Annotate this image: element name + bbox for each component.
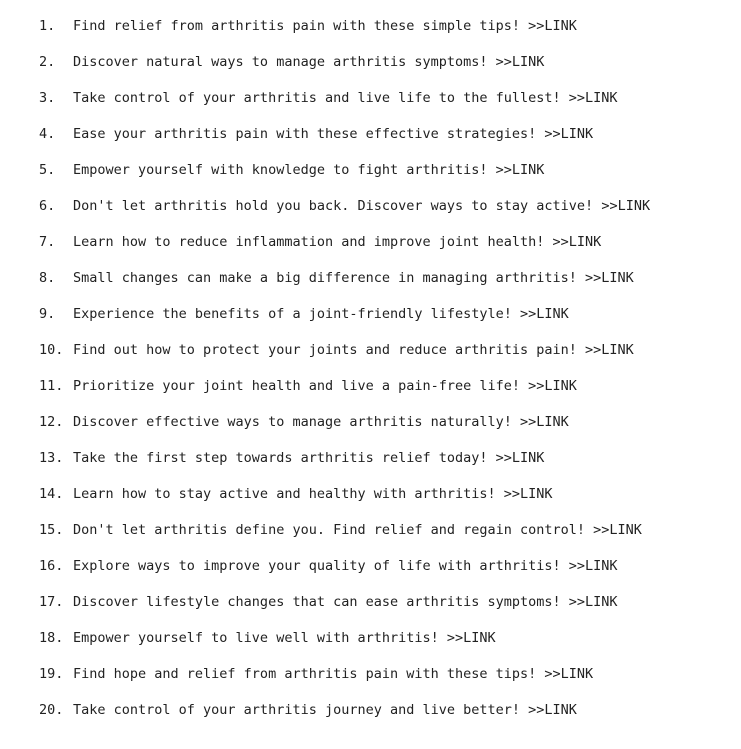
item-number: 11. bbox=[39, 378, 64, 394]
list-item bbox=[0, 701, 650, 737]
item-text: Take control of your arthritis and live life to the fullest! bbox=[73, 90, 569, 106]
list-item bbox=[0, 53, 650, 89]
item-number: 10. bbox=[39, 342, 64, 358]
item-number: 6. bbox=[39, 198, 56, 214]
item-number: 5. bbox=[39, 162, 56, 178]
item-link[interactable]: >>LINK bbox=[585, 270, 634, 286]
item-number: 17. bbox=[39, 594, 64, 610]
item-link[interactable]: >>LINK bbox=[528, 18, 577, 34]
item-link[interactable]: >>LINK bbox=[495, 450, 545, 466]
item-text: Take the first step towards arthritis relief today! bbox=[73, 450, 496, 466]
list-item bbox=[0, 665, 650, 701]
item-text: Empower yourself with knowledge to fight arthritis! bbox=[73, 162, 496, 178]
list-item bbox=[0, 521, 650, 557]
item-text: Discover effective ways to manage arthritis naturally! bbox=[73, 414, 521, 430]
item-number: 7. bbox=[39, 234, 56, 250]
list-item bbox=[0, 197, 650, 233]
list-item bbox=[0, 629, 650, 665]
item-text: Find relief from arthritis pain with these simple tips! bbox=[73, 18, 529, 34]
item-text: Discover lifestyle changes that can ease arthritis symptoms! bbox=[73, 594, 569, 610]
list-item bbox=[0, 269, 650, 305]
item-link[interactable]: >>LINK bbox=[544, 126, 594, 142]
item-number: 16. bbox=[39, 558, 64, 574]
headline-list bbox=[0, 17, 650, 737]
item-number: 13. bbox=[39, 450, 64, 466]
list-item bbox=[0, 125, 650, 161]
item-link[interactable]: >>LINK bbox=[495, 162, 545, 178]
list-item bbox=[0, 485, 650, 521]
item-number: 19. bbox=[39, 666, 64, 682]
item-number: 2. bbox=[39, 54, 56, 70]
item-link[interactable]: >>LINK bbox=[528, 378, 577, 394]
item-text: Find out how to protect your joints and reduce arthritis pain! bbox=[73, 342, 586, 358]
item-text: Explore ways to improve your quality of life with arthritis! bbox=[73, 558, 569, 574]
item-link[interactable]: >>LINK bbox=[552, 234, 602, 250]
list-item bbox=[0, 377, 650, 413]
item-text: Experience the benefits of a joint-friendly lifestyle! bbox=[73, 306, 521, 322]
item-text: Don't let arthritis define you. Find relief and regain control! bbox=[73, 522, 594, 538]
list-item bbox=[0, 413, 650, 449]
item-number: 3. bbox=[39, 90, 56, 106]
item-link[interactable]: >>LINK bbox=[601, 198, 651, 214]
item-link[interactable]: >>LINK bbox=[585, 342, 634, 358]
item-link[interactable]: >>LINK bbox=[495, 54, 545, 70]
item-number: 9. bbox=[39, 306, 56, 322]
item-link[interactable]: >>LINK bbox=[593, 522, 642, 538]
item-text: Don't let arthritis hold you back. Discover ways to stay active! bbox=[73, 198, 602, 214]
list-item bbox=[0, 17, 650, 53]
item-number: 4. bbox=[39, 126, 56, 142]
item-link[interactable]: >>LINK bbox=[520, 414, 569, 430]
list-item bbox=[0, 233, 650, 269]
item-text: Ease your arthritis pain with these effective strategies! bbox=[73, 126, 545, 142]
item-link[interactable]: >>LINK bbox=[568, 594, 618, 610]
item-text: Take control of your arthritis journey and live better! bbox=[73, 702, 529, 718]
list-item bbox=[0, 557, 650, 593]
item-number: 12. bbox=[39, 414, 64, 430]
item-link[interactable]: >>LINK bbox=[520, 306, 569, 322]
item-number: 8. bbox=[39, 270, 56, 286]
item-text: Learn how to reduce inflammation and improve joint health! bbox=[73, 234, 553, 250]
item-number: 20. bbox=[39, 702, 64, 718]
item-link[interactable]: >>LINK bbox=[544, 666, 594, 682]
item-number: 18. bbox=[39, 630, 64, 646]
item-number: 15. bbox=[39, 522, 64, 538]
item-number: 1. bbox=[39, 18, 56, 34]
item-text: Small changes can make a big difference in managing arthritis! bbox=[73, 270, 586, 286]
item-link[interactable]: >>LINK bbox=[528, 702, 577, 718]
list-item bbox=[0, 161, 650, 197]
item-link[interactable]: >>LINK bbox=[446, 630, 496, 646]
list-item bbox=[0, 341, 650, 377]
item-link[interactable]: >>LINK bbox=[568, 90, 618, 106]
list-item bbox=[0, 89, 650, 125]
list-item bbox=[0, 305, 650, 341]
item-text: Learn how to stay active and healthy with arthritis! bbox=[73, 486, 504, 502]
item-link[interactable]: >>LINK bbox=[503, 486, 553, 502]
item-number: 14. bbox=[39, 486, 64, 502]
item-text: Empower yourself to live well with arthritis! bbox=[73, 630, 447, 646]
list-item bbox=[0, 449, 650, 485]
item-text: Find hope and relief from arthritis pain with these tips! bbox=[73, 666, 545, 682]
list-item bbox=[0, 593, 650, 629]
item-link[interactable]: >>LINK bbox=[568, 558, 618, 574]
item-text: Prioritize your joint health and live a pain-free life! bbox=[73, 378, 529, 394]
item-text: Discover natural ways to manage arthritis symptoms! bbox=[73, 54, 496, 70]
